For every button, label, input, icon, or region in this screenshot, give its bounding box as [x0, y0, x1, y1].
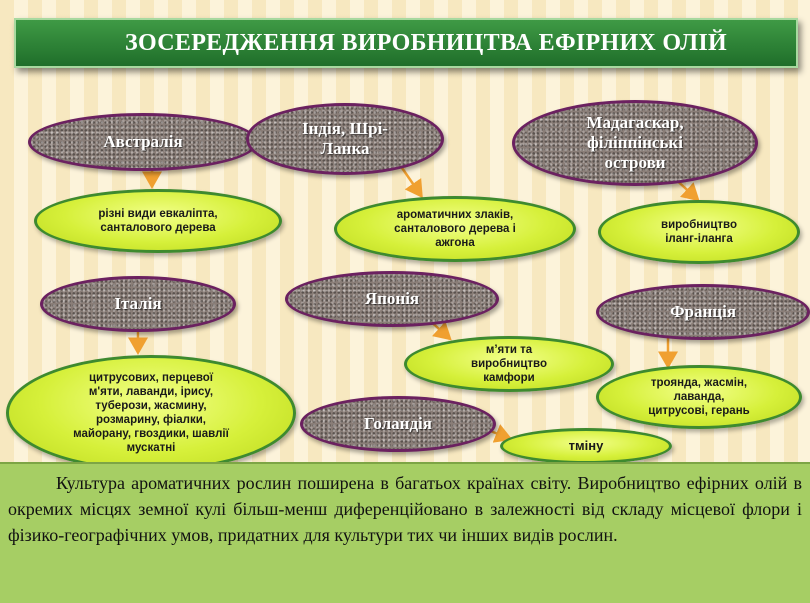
product-madagascar: виробництво іланг-іланга [598, 200, 800, 264]
country-madagascar: Мадагаскар, філіппінські острови [512, 100, 758, 186]
country-australia: Австралія [28, 113, 258, 171]
country-france: Франція [596, 284, 810, 340]
country-holland: Голандія [300, 396, 496, 452]
country-india: Індія, Шрі- Ланка [246, 103, 444, 175]
diagram-title: ЗОСЕРЕДЖЕННЯ ВИРОБНИЦТВА ЕФІРНИХ ОЛІЙ [14, 18, 798, 68]
product-india: ароматичних злаків, санталового дерева і ажгона [334, 196, 576, 262]
country-italy: Італія [40, 276, 236, 332]
product-japan: м’яти та виробництво камфори [404, 336, 614, 392]
product-italy: цитрусових, перцевої м'яти, лаванди, ірису, туберози, жасмину, розмарину, фіалки, майорану, гвоздики, шавлії мускатні [6, 355, 296, 471]
product-france: троянда, жасмін, лаванда, цитрусові, герань [596, 365, 802, 429]
product-australia: різні види евкаліпта, санталового дерева [34, 189, 282, 253]
country-japan: Японія [285, 271, 499, 327]
description-text: Культура ароматичних рослин поширена в багатьох країнах світу. Виробництво ефірних олій в окремих місцях земної кулі більш-менш диференційовано в залежності від складу місцевої флори і фізико-географічних умов, придатних для культури тих чи інших видів рослин. [0, 462, 810, 603]
arrow-india [400, 165, 420, 194]
product-holland: тміну [500, 428, 672, 464]
